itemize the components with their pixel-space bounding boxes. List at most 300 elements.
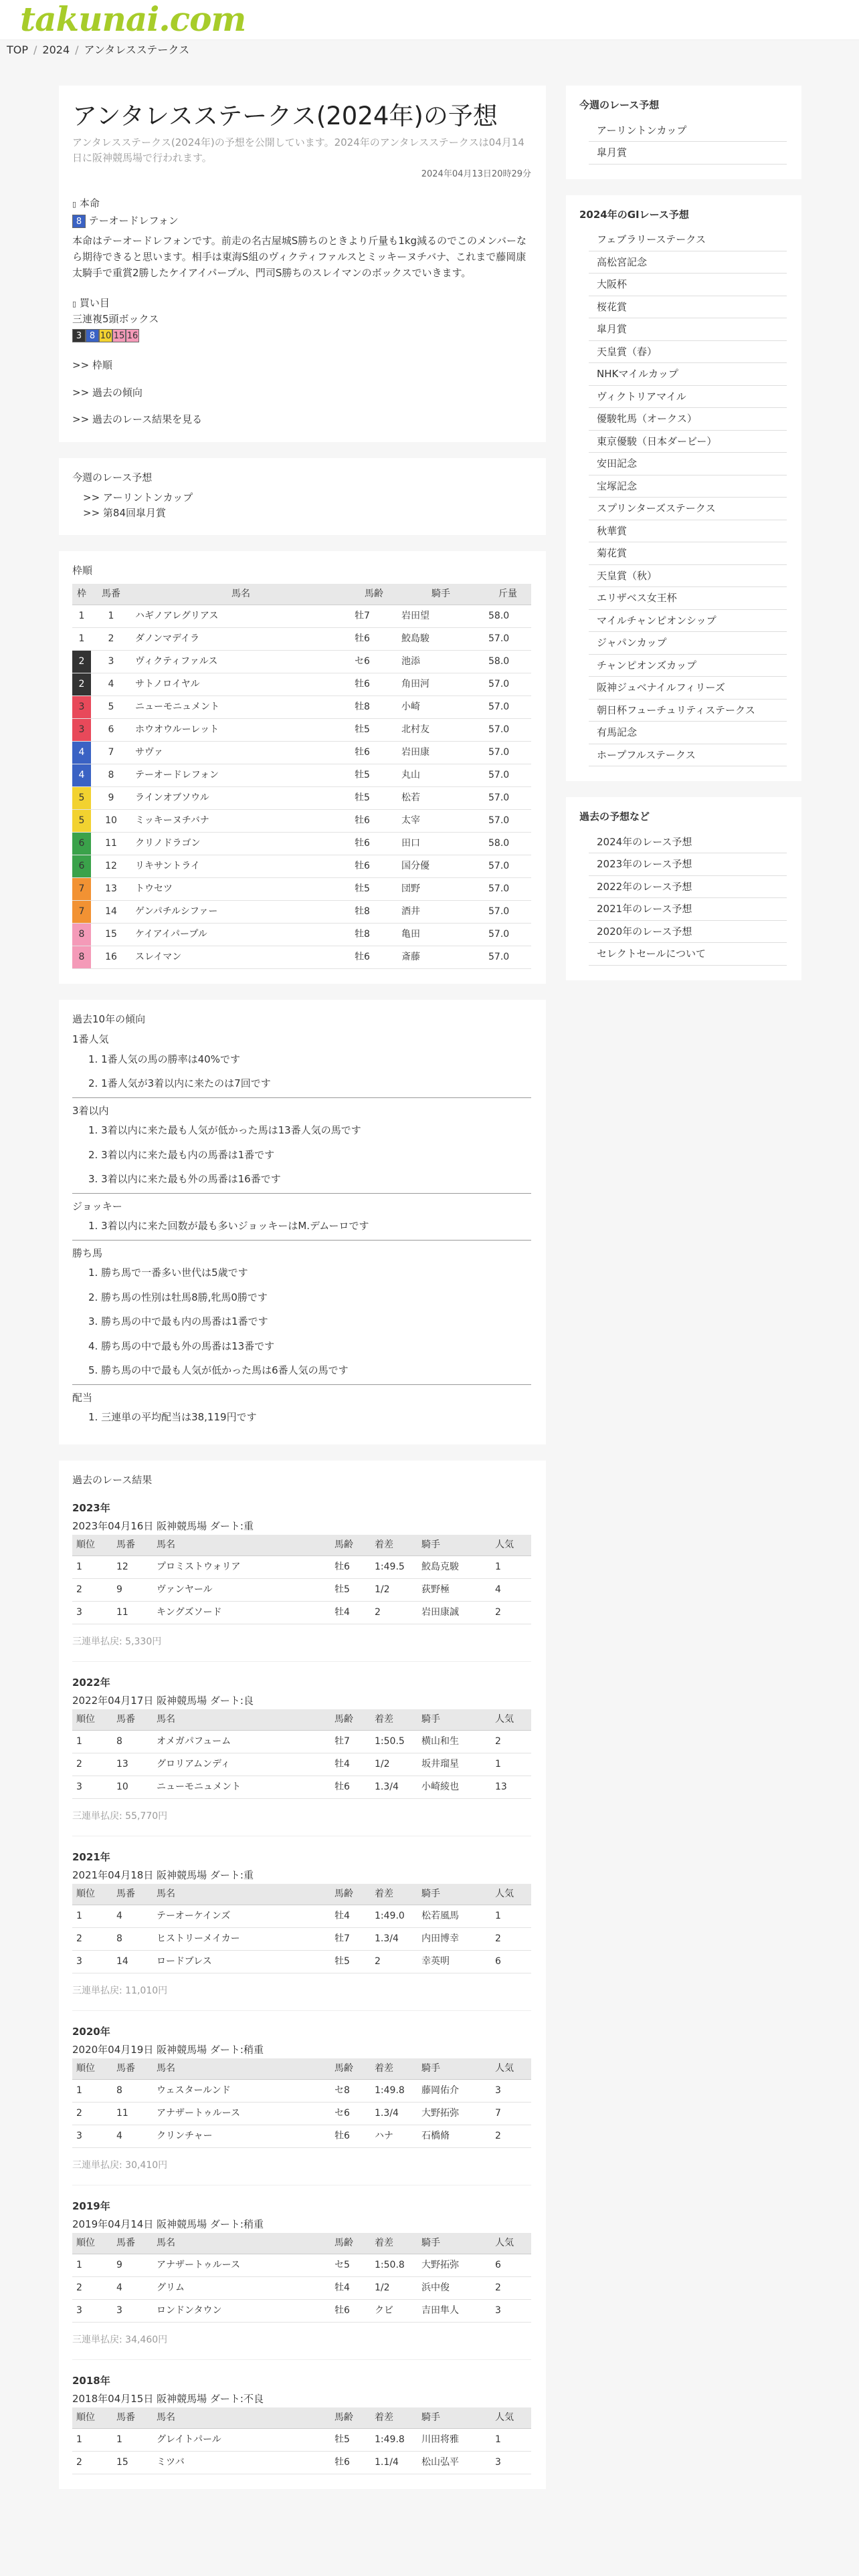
- honmei-horse: 8 テーオードレフォン: [72, 213, 531, 229]
- trend-list: [72, 1405, 531, 1430]
- trend-item: 3. 勝ち馬の中で最も内の馬番は1番です: [88, 1315, 268, 1328]
- entry-cell: 7: [72, 877, 91, 900]
- result-header: 馬齢: [330, 1709, 371, 1731]
- sidebar-link[interactable]: 阪神ジュベナイルフィリーズ: [589, 677, 787, 700]
- entry-cell: セ6: [351, 650, 397, 673]
- honmei-heading: ▯ 本命: [72, 197, 100, 209]
- result-table: [72, 1709, 531, 1799]
- sidebar-link[interactable]: マイルチャンピオンシップ: [589, 610, 787, 633]
- divider: [72, 1193, 531, 1194]
- entry-cell: 58.0: [484, 605, 531, 627]
- result-cell: 2: [72, 2452, 112, 2474]
- trend-item: 5. 勝ち馬の中で最も人気が低かった馬は6番人気の馬です: [88, 1364, 349, 1377]
- entry-row: [72, 877, 531, 900]
- entry-cell: 12: [91, 855, 131, 877]
- result-cell: 藤岡佑介: [417, 2080, 491, 2103]
- result-header: 着差: [371, 2407, 417, 2429]
- result-cell: 牡4: [330, 2277, 371, 2300]
- trend-group-title: 配当: [72, 1391, 93, 1404]
- result-header: 馬名: [153, 1884, 330, 1905]
- result-cell: 幸英明: [417, 1951, 491, 1973]
- result-header: 馬番: [112, 1535, 153, 1556]
- entry-cell: 5: [72, 786, 91, 809]
- result-header: 順位: [72, 2407, 112, 2429]
- result-cell: 牡7: [330, 1928, 371, 1951]
- result-cell: 牡6: [330, 1556, 371, 1579]
- entry-cell: ホウオウルーレット: [131, 718, 351, 741]
- entry-cell: ラインオブソウル: [131, 786, 351, 809]
- result-cell: 1: [72, 2254, 112, 2277]
- entries-card: [59, 551, 546, 984]
- sidebar-link[interactable]: 天皇賞（秋）: [589, 565, 787, 588]
- entry-cell: 牡6: [351, 855, 397, 877]
- entry-cell: 2: [72, 673, 91, 695]
- sidebar-link[interactable]: 桜花賞: [589, 296, 787, 319]
- result-header: 順位: [72, 1884, 112, 1905]
- entry-cell: 57.0: [484, 718, 531, 741]
- entry-row: [72, 741, 531, 764]
- result-header: 騎手: [417, 2233, 491, 2254]
- entry-cell: 57.0: [484, 855, 531, 877]
- trend-item: 3. 3着以内に来た最も外の馬番は16番です: [88, 1173, 281, 1186]
- week-link[interactable]: >> アーリントンカップ: [83, 492, 193, 504]
- trend-item: 1. 3着以内に来た最も人気が低かった馬は13番人気の馬です: [88, 1124, 361, 1137]
- entry-row: [72, 718, 531, 741]
- page-title: アンタレスステークス(2024年)の予想: [72, 102, 498, 130]
- entry-cell: 8: [72, 923, 91, 946]
- result-cell: 4: [112, 1905, 153, 1928]
- result-info: 2021年04月18日 阪神競馬場 ダート:重: [72, 1868, 254, 1881]
- trend-item: 4. 勝ち馬の中で最も外の馬番は13番です: [88, 1339, 275, 1352]
- result-year: 2022年: [72, 1677, 110, 1689]
- divider: [72, 1240, 531, 1241]
- result-header: 馬番: [112, 2407, 153, 2429]
- lead-text: アンタレスステークス(2024年)の予想を公開しています。2024年のアンタレスステークスは04月14日に阪神競馬場で行われます。: [72, 136, 524, 164]
- result-cell: 2: [491, 2277, 531, 2300]
- entry-cell: 牡6: [351, 673, 397, 695]
- results-card: [59, 1461, 546, 2490]
- sidebar-link[interactable]: 菊花賞: [589, 542, 787, 565]
- bet-heading: ▯ 買い目: [72, 296, 110, 309]
- result-header: 着差: [371, 1535, 417, 1556]
- entry-cell: 牡5: [351, 786, 397, 809]
- result-cell: 2: [371, 1951, 417, 1973]
- result-row: [72, 1753, 531, 1776]
- result-cell: アナザートゥルース: [153, 2254, 330, 2277]
- entry-cell: 4: [91, 673, 131, 695]
- result-cell: 牡4: [330, 1602, 371, 1624]
- result-header: 人気: [491, 1709, 531, 1731]
- entry-cell: ヴィクティファルス: [131, 650, 351, 673]
- entry-cell: 7: [91, 741, 131, 764]
- result-header: 順位: [72, 1709, 112, 1731]
- sidebar-link[interactable]: フェブラリーステークス: [589, 229, 787, 251]
- result-row: [72, 1556, 531, 1579]
- side-week-card: [566, 86, 801, 179]
- result-cell: 大野拓弥: [417, 2254, 491, 2277]
- sidebar-link[interactable]: 大阪杯: [589, 274, 787, 296]
- entry-cell: 岩田望: [397, 605, 484, 627]
- result-cell: 8: [112, 1731, 153, 1753]
- entry-cell: ダノンマデイラ: [131, 627, 351, 650]
- breadcrumb: TOP / 2024 / アンタレスステークス: [7, 43, 190, 56]
- link-results[interactable]: >> 過去のレース結果を見る: [72, 413, 203, 426]
- sidebar-link[interactable]: エリザベス女王杯: [589, 587, 787, 610]
- result-cell: 15: [112, 2452, 153, 2474]
- result-header: 着差: [371, 1884, 417, 1905]
- entry-cell: 牡5: [351, 877, 397, 900]
- sidebar-link[interactable]: 2022年のレース予想: [589, 876, 787, 899]
- entry-row: [72, 695, 531, 718]
- entry-cell: 6: [91, 718, 131, 741]
- entry-cell: 57.0: [484, 877, 531, 900]
- result-cell: 小崎綾也: [417, 1776, 491, 1799]
- entry-cell: 7: [72, 900, 91, 923]
- result-cell: 6: [491, 2254, 531, 2277]
- entry-cell: 小崎: [397, 695, 484, 718]
- side-past-title: 過去の予想など: [579, 811, 650, 823]
- result-header: 馬名: [153, 2058, 330, 2080]
- divider: [72, 1384, 531, 1385]
- result-cell: 牡5: [330, 2429, 371, 2452]
- result-cell: 内田博幸: [417, 1928, 491, 1951]
- entry-cell: 57.0: [484, 627, 531, 650]
- entry-cell: 57.0: [484, 764, 531, 786]
- result-row: [72, 2452, 531, 2474]
- entry-cell: 1: [72, 605, 91, 627]
- result-header: 馬齢: [330, 2407, 371, 2429]
- result-cell: 1: [491, 1905, 531, 1928]
- result-cell: ヒストリーメイカー: [153, 1928, 330, 1951]
- result-row: [72, 1928, 531, 1951]
- entry-cell: 2: [72, 650, 91, 673]
- sidebar-link[interactable]: NHKマイルカップ: [589, 363, 787, 386]
- sidebar-link[interactable]: 秋華賞: [589, 520, 787, 543]
- entry-cell: 5: [72, 809, 91, 832]
- result-header: 順位: [72, 2058, 112, 2080]
- sidebar-link[interactable]: 2021年のレース予想: [589, 898, 787, 921]
- entry-row: [72, 946, 531, 968]
- result-cell: 1.3/4: [371, 2103, 417, 2125]
- entry-row: [72, 855, 531, 877]
- entry-cell: 角田河: [397, 673, 484, 695]
- sidebar-link[interactable]: 2023年のレース予想: [589, 853, 787, 876]
- result-cell: 1: [491, 2429, 531, 2452]
- result-cell: 鮫島克駿: [417, 1556, 491, 1579]
- sidebar-link[interactable]: 高松宮記念: [589, 251, 787, 274]
- trend-list: [72, 1047, 531, 1096]
- trend-group-title: 3着以内: [72, 1104, 109, 1117]
- result-cell: 横山和生: [417, 1731, 491, 1753]
- entries-table: [72, 584, 531, 969]
- entry-cell: 北村友: [397, 718, 484, 741]
- sidebar-link[interactable]: アーリントンカップ: [589, 120, 787, 142]
- sidebar-link[interactable]: スプリンターズステークス: [589, 498, 787, 520]
- divider: [72, 1097, 531, 1098]
- result-cell: クリンチャー: [153, 2125, 330, 2148]
- entry-cell: リキサントライ: [131, 855, 351, 877]
- result-year: 2019年: [72, 2200, 110, 2213]
- entry-cell: 牡6: [351, 832, 397, 855]
- result-cell: 坂井瑠星: [417, 1753, 491, 1776]
- result-cell: テーオーケインズ: [153, 1905, 330, 1928]
- trend-item: 1. 三連単の平均配当は38,119円です: [88, 1411, 257, 1424]
- result-header: 馬名: [153, 1709, 330, 1731]
- trend-item: 2. 1番人気が3着以内に来たのは7回です: [88, 1077, 271, 1090]
- sidebar: [566, 86, 801, 996]
- trend-group-title: 勝ち馬: [72, 1247, 103, 1259]
- result-cell: 2: [72, 2277, 112, 2300]
- entry-cell: 8: [91, 764, 131, 786]
- result-cell: 13: [112, 1753, 153, 1776]
- week-title: 今週のレース予想: [72, 471, 153, 484]
- result-header: 馬齢: [330, 1535, 371, 1556]
- entry-cell: 岩田康: [397, 741, 484, 764]
- result-cell: 6: [491, 1951, 531, 1973]
- sidebar-link[interactable]: 宝塚記念: [589, 475, 787, 498]
- breadcrumb-current: アンタレスステークス: [84, 43, 190, 56]
- result-cell: 牡7: [330, 1731, 371, 1753]
- col-name: 馬名: [131, 584, 351, 605]
- result-info: 2019年04月14日 阪神競馬場 ダート:稍重: [72, 2218, 264, 2230]
- entry-cell: ニューモニュメント: [131, 695, 351, 718]
- result-cell: 13: [491, 1776, 531, 1799]
- sidebar-link[interactable]: セレクトセールについて: [589, 943, 787, 966]
- result-header: 騎手: [417, 1535, 491, 1556]
- entry-cell: 11: [91, 832, 131, 855]
- entry-row: [72, 627, 531, 650]
- result-cell: セ5: [330, 2254, 371, 2277]
- sidebar-link[interactable]: ヴィクトリアマイル: [589, 386, 787, 409]
- bet-numbers: [72, 328, 531, 344]
- result-cell: セ6: [330, 2103, 371, 2125]
- side-g1-card: [566, 195, 801, 782]
- result-cell: ミツバ: [153, 2452, 330, 2474]
- result-cell: 1: [491, 1556, 531, 1579]
- sidebar-link[interactable]: 皐月賞: [589, 318, 787, 341]
- result-cell: プロミストウォリア: [153, 1556, 330, 1579]
- result-header: 馬番: [112, 1884, 153, 1905]
- sidebar-link[interactable]: 安田記念: [589, 453, 787, 475]
- main-column: [59, 86, 546, 2505]
- honmei-icon: ▯: [72, 199, 77, 209]
- entry-cell: 3: [72, 718, 91, 741]
- result-header: 人気: [491, 2058, 531, 2080]
- result-cell: 1/2: [371, 1579, 417, 1602]
- post-date: 2024年04月13日20時29分: [421, 169, 531, 180]
- result-row: [72, 2277, 531, 2300]
- result-table: [72, 1884, 531, 1973]
- result-cell: 1: [72, 1556, 112, 1579]
- result-header: 馬番: [112, 2058, 153, 2080]
- trend-item: 2. 勝ち馬の性別は牡馬8勝,牝馬0勝です: [88, 1291, 268, 1303]
- entry-cell: ミッキーヌチバナ: [131, 809, 351, 832]
- sidebar-link[interactable]: 2020年のレース予想: [589, 921, 787, 944]
- side-week-title: 今週のレース予想: [579, 99, 660, 111]
- result-cell: 牡6: [330, 2452, 371, 2474]
- result-year: 2020年: [72, 2026, 110, 2038]
- result-cell: 2: [491, 1602, 531, 1624]
- result-header: 着差: [371, 2233, 417, 2254]
- result-payout: 三連単払戻: 55,770円: [72, 1810, 531, 1836]
- ticket-icon: ▯: [72, 299, 77, 308]
- entry-row: [72, 764, 531, 786]
- col-jockey: 騎手: [397, 584, 484, 605]
- sidebar-link[interactable]: 天皇賞（春）: [589, 341, 787, 364]
- result-payout: 三連単払戻: 5,330円: [72, 1635, 531, 1662]
- bet-type: 三連複5頭ボックス: [72, 313, 159, 326]
- result-header: 順位: [72, 1535, 112, 1556]
- result-cell: グロリアムンディ: [153, 1753, 330, 1776]
- entry-row: [72, 900, 531, 923]
- entry-cell: 団野: [397, 877, 484, 900]
- result-cell: 11: [112, 2103, 153, 2125]
- result-cell: セ8: [330, 2080, 371, 2103]
- prediction-card: [59, 86, 546, 442]
- entry-cell: 3: [72, 695, 91, 718]
- entry-cell: テーオードレフォン: [131, 764, 351, 786]
- result-table: [72, 2058, 531, 2148]
- entry-cell: 57.0: [484, 900, 531, 923]
- result-cell: 1:49.8: [371, 2080, 417, 2103]
- entries-title: 枠順: [72, 564, 93, 577]
- result-cell: 浜中俊: [417, 2277, 491, 2300]
- result-row: [72, 1951, 531, 1973]
- result-cell: 3: [72, 2125, 112, 2148]
- result-cell: クビ: [371, 2300, 417, 2323]
- result-row: [72, 2125, 531, 2148]
- entry-cell: 酒井: [397, 900, 484, 923]
- result-header: 着差: [371, 1709, 417, 1731]
- side-past-card: [566, 797, 801, 980]
- entry-cell: サヴァ: [131, 741, 351, 764]
- result-payout: 三連単払戻: 11,010円: [72, 1984, 531, 2011]
- breadcrumb-year[interactable]: 2024: [42, 43, 70, 56]
- result-row: [72, 2103, 531, 2125]
- result-header: 騎手: [417, 1884, 491, 1905]
- entry-cell: 3: [91, 650, 131, 673]
- trend-list: [72, 1214, 531, 1239]
- sidebar-link[interactable]: ホープフルステークス: [589, 744, 787, 767]
- result-info: 2023年04月16日 阪神競馬場 ダート:重: [72, 1519, 254, 1532]
- result-cell: ロードブレス: [153, 1951, 330, 1973]
- result-cell: 牡6: [330, 2300, 371, 2323]
- result-cell: 1.3/4: [371, 1928, 417, 1951]
- entry-cell: 4: [72, 764, 91, 786]
- result-cell: 8: [112, 2080, 153, 2103]
- result-cell: 1/2: [371, 1753, 417, 1776]
- sidebar-link[interactable]: 有馬記念: [589, 722, 787, 744]
- breadcrumb-top[interactable]: TOP: [7, 43, 29, 56]
- result-row: [72, 1776, 531, 1799]
- link-trend[interactable]: >> 過去の傾向: [72, 386, 142, 399]
- result-cell: 2: [72, 1753, 112, 1776]
- result-cell: アナザートゥルース: [153, 2103, 330, 2125]
- result-cell: 10: [112, 1776, 153, 1799]
- result-cell: 岩田康誠: [417, 1602, 491, 1624]
- entry-cell: 牡8: [351, 695, 397, 718]
- entry-cell: 57.0: [484, 673, 531, 695]
- entry-row: [72, 605, 531, 627]
- trend-item: 2. 3着以内に来た最も内の馬番は1番です: [88, 1148, 275, 1161]
- sidebar-link[interactable]: 2024年のレース予想: [589, 831, 787, 854]
- entry-cell: 牡6: [351, 809, 397, 832]
- sidebar-link[interactable]: 朝日杯フューチュリティステークス: [589, 700, 787, 722]
- entry-cell: 亀田: [397, 923, 484, 946]
- site-logo[interactable]: takunai.com: [20, 0, 246, 39]
- week-link[interactable]: >> 第84回皐月賞: [83, 506, 166, 519]
- result-cell: 1:50.8: [371, 2254, 417, 2277]
- result-row: [72, 1579, 531, 1602]
- sidebar-link[interactable]: 東京優駿（日本ダービー）: [589, 431, 787, 453]
- result-cell: 1.1/4: [371, 2452, 417, 2474]
- sidebar-link[interactable]: 優駿牝馬（オークス）: [589, 408, 787, 431]
- trend-title: 過去10年の傾向: [72, 1012, 146, 1025]
- result-cell: グリム: [153, 2277, 330, 2300]
- result-cell: 吉田隼人: [417, 2300, 491, 2323]
- entry-cell: 8: [72, 946, 91, 968]
- results-title: 過去のレース結果: [72, 1473, 153, 1486]
- entry-cell: 牡5: [351, 718, 397, 741]
- result-header: 騎手: [417, 2407, 491, 2429]
- trend-list: [72, 1261, 531, 1383]
- result-cell: 川田将雅: [417, 2429, 491, 2452]
- result-row: [72, 2080, 531, 2103]
- result-table: [72, 2407, 531, 2474]
- honmei-comment: 本命はテーオードレフォンです。前走の名古屋城S勝ちのときより斤量も1kg減るのでこのメンバーなら期待できると思います。相手は東海S組のヴィクティファルスとミッキーヌチバナ、これまで藤岡康太騎手で重賞2勝したケイアイパープル、門司S勝ちのスレイマンのボックスでいきます。: [72, 234, 527, 279]
- result-header: 人気: [491, 2407, 531, 2429]
- result-cell: ヴァンヤール: [153, 1579, 330, 1602]
- sidebar-link[interactable]: 皐月賞: [589, 142, 787, 165]
- entry-cell: 牡7: [351, 605, 397, 627]
- entry-cell: 松若: [397, 786, 484, 809]
- result-cell: 3: [491, 2452, 531, 2474]
- entry-cell: 牡6: [351, 741, 397, 764]
- entry-cell: 丸山: [397, 764, 484, 786]
- link-entries[interactable]: >> 枠順: [72, 359, 112, 372]
- entry-cell: 牡8: [351, 923, 397, 946]
- result-header: 順位: [72, 2233, 112, 2254]
- result-header: 人気: [491, 1535, 531, 1556]
- result-cell: 2: [491, 1731, 531, 1753]
- sidebar-link[interactable]: ジャパンカップ: [589, 632, 787, 655]
- result-cell: 牡6: [330, 1776, 371, 1799]
- result-row: [72, 2429, 531, 2452]
- sidebar-link[interactable]: チャンピオンズカップ: [589, 655, 787, 677]
- trend-item: 1. 3着以内に来た回数が最も多いジョッキーはM.デムーロです: [88, 1220, 369, 1232]
- bet-number: 15: [112, 329, 126, 342]
- result-cell: 2: [72, 1579, 112, 1602]
- entry-cell: 牡8: [351, 900, 397, 923]
- result-info: 2022年04月17日 阪神競馬場 ダート:良: [72, 1694, 254, 1707]
- result-cell: 1.3/4: [371, 1776, 417, 1799]
- entry-cell: 斎藤: [397, 946, 484, 968]
- entry-cell: 牡6: [351, 627, 397, 650]
- trend-item: 1. 勝ち馬で一番多い世代は5歳です: [88, 1267, 248, 1279]
- result-row: [72, 1905, 531, 1928]
- result-cell: 7: [491, 2103, 531, 2125]
- result-header: 馬名: [153, 2407, 330, 2429]
- result-cell: 石橋脩: [417, 2125, 491, 2148]
- side-g1-title: 2024年のGⅠレース予想: [579, 208, 689, 221]
- entry-cell: 牡6: [351, 946, 397, 968]
- result-cell: 3: [112, 2300, 153, 2323]
- result-cell: 3: [72, 1602, 112, 1624]
- result-header: 馬番: [112, 1709, 153, 1731]
- result-payout: 三連単払戻: 30,410円: [72, 2159, 531, 2185]
- result-cell: オメガパフューム: [153, 1731, 330, 1753]
- result-cell: 1: [72, 2429, 112, 2452]
